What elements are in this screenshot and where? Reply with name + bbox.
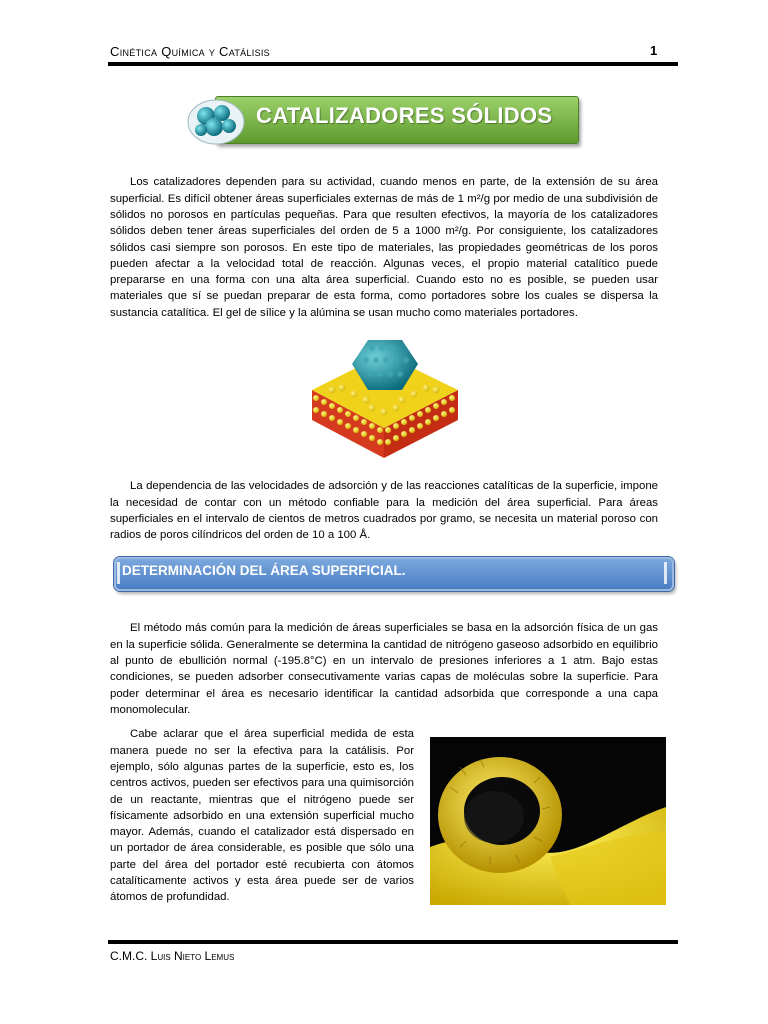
section-bracket-right xyxy=(664,562,667,584)
clarification-paragraph: Cabe aclarar que el área superficial medida de esta manera puede no ser la efectiva para la catálisis. Por ejemplo, sólo algunas partes de la superficie, esto es, los centros activos, pueden ser efectivos para una quimisorción de un reactante, mientras que el nitrógeno puede ser físicamente adsorbido en una extensión superficial mucho mayor. Además, cuando el catalizador está dispersado en un portador de área considerable, es posible que sólo una parte del área del portador esté recubierta con átomos catalíticamente activos y esta área puede ser de varios átomos de profundidad. xyxy=(110,728,414,904)
intro-paragraph: Los catalizadores dependen para su actividad, cuando menos en parte, de la extensión de su área superficial. Es difícil obtener áreas superficiales externas de más de 1 m²/g por medio de una subdivisión de sólidos no porosos en partículas pequeñas. Para que resulten efectivos, la mayoría de los catalizadores sólidos deben tener áreas superficiales del orden de 5 a 1000 m²/g. Por consiguiente, los catalizadores sólidos casi siempre son porosos. En este tipo de materiales, las propiedades geométricas de los poros pueden afectar a la velocidad total de reacción. Algunas veces, el propio material catalítico puede prepararse en una forma con una alta área superficial. Cuando esto no es posible, se pueden usar materiales que sí se puedan preparar de esta forma, como portadores sobre los cuales se dispersa la sustancia catalítica. El gel de sílice y la alúmina se usan mucho como materiales portadores. xyxy=(110,176,658,319)
method-paragraph: El método más común para la medición de áreas superficiales se basa en la adsorción física de un gas en la superficie sólida. Generalmente se determina la cantidad de nitrógeno gaseoso adsorbido en equilibrio al punto de ebullición normal (-195.8°C) en un intervalo de presiones inferiores a 1 atm. Bajo estas condiciones, se pueden adsorber consecutivamente varias capas de moléculas sobre la superficie. Para poder determinar el área es necesario identificar la cantidad adsorbida que corresponde a una capa monomolecular. xyxy=(110,622,658,716)
header-title: Cinética Química y Catálisis xyxy=(110,44,270,59)
porous-catalyst-image xyxy=(430,737,666,905)
footer-rule xyxy=(108,940,678,944)
section-bracket-left xyxy=(117,562,120,584)
page-title: CATALIZADORES SÓLIDOS xyxy=(256,103,553,128)
header-rule xyxy=(108,62,678,66)
section-heading: DETERMINACIÓN DEL ÁREA SUPERFICIAL. xyxy=(122,563,406,578)
catalyst-crystal-illustration xyxy=(302,332,466,460)
page-number: 1 xyxy=(650,43,658,58)
molecule-icon xyxy=(186,94,246,146)
adsorption-paragraph: La dependencia de las velocidades de adsorción y de las reacciones catalíticas de la superficie, impone la necesidad de contar con un método confiable para la medición del área superficial. Para áreas superficiales en el intervalo de cientos de metros cuadrados por gramo, se necesita un material poroso con radios de poros cilíndricos del orden de 10 a 100 Å. xyxy=(110,480,658,542)
footer-author: C.M.C. Luis Nieto Lemus xyxy=(110,949,235,963)
